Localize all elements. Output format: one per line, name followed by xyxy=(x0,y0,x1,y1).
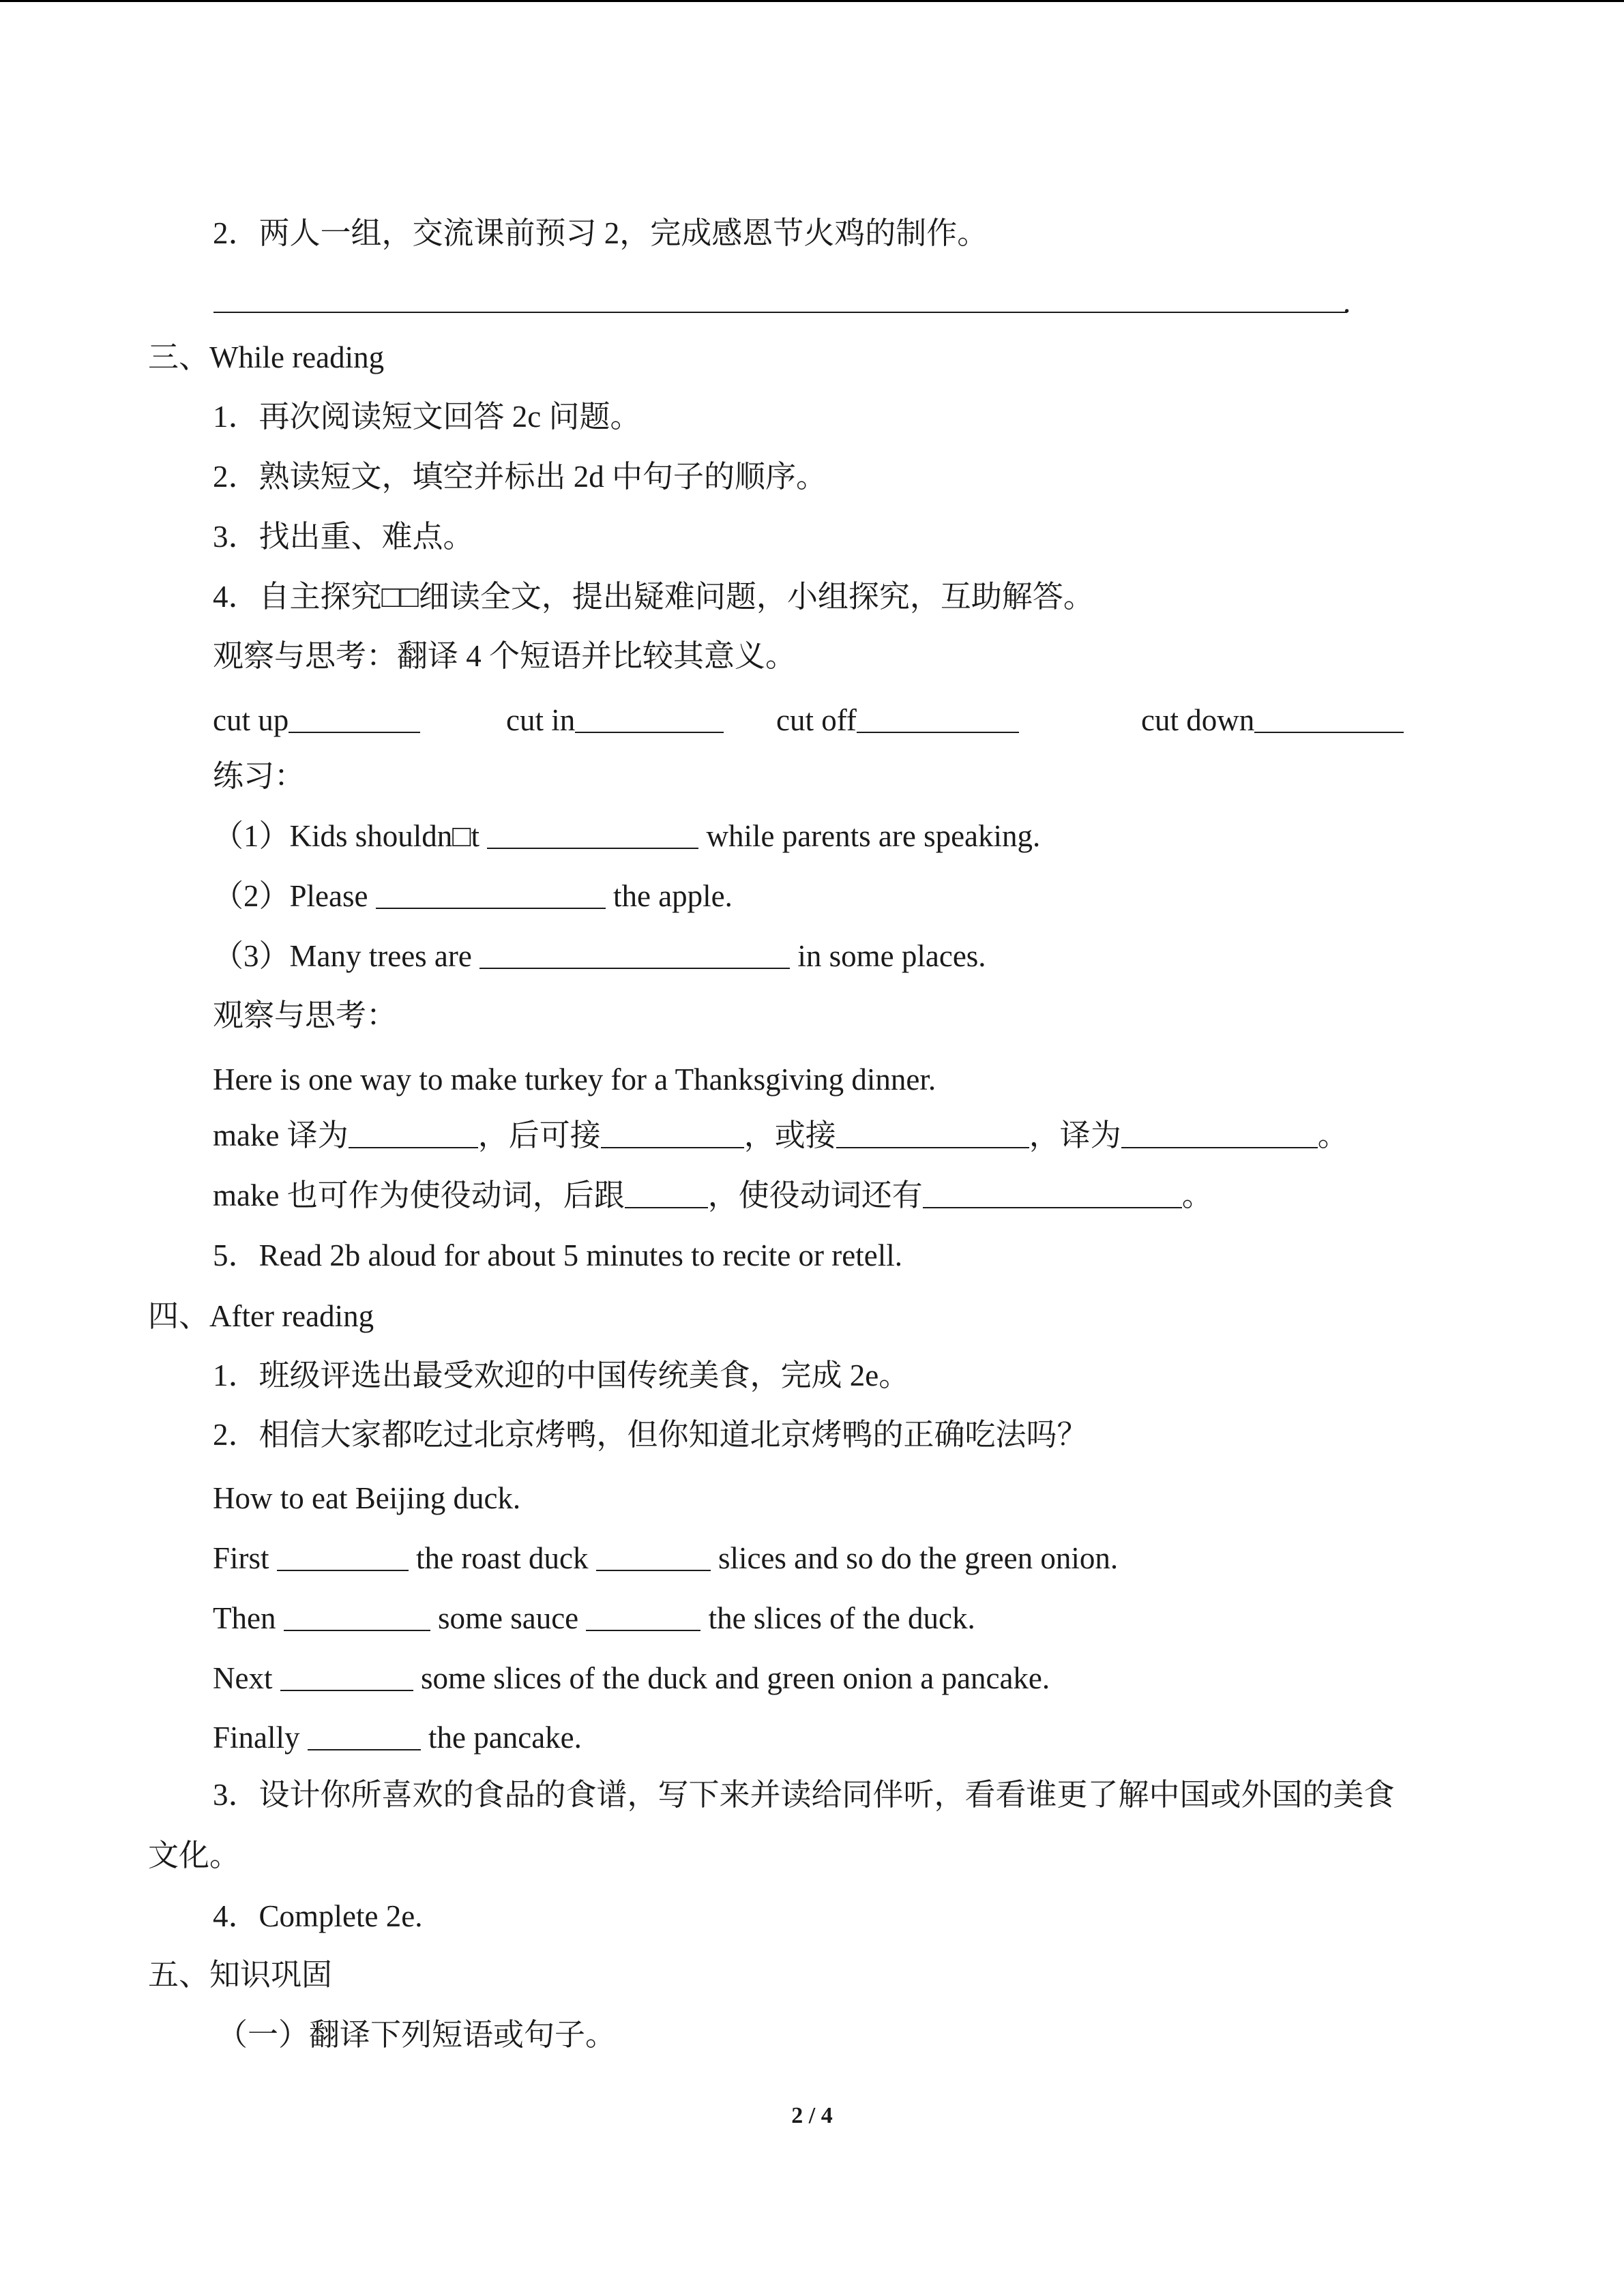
make-grammar-2: make 也可作为使役动词，后跟 ，使役动词还有 。 xyxy=(213,1178,1213,1212)
after-item-4: 4．Complete 2e. xyxy=(213,1899,423,1933)
blank-make-followed-by[interactable] xyxy=(601,1118,744,1148)
blank-next-verb[interactable] xyxy=(280,1661,413,1691)
blank-make-or-followed[interactable] xyxy=(836,1118,1029,1148)
phrase-cut-down: cut down xyxy=(1141,700,1404,741)
while-item-5: 5．Read 2b aloud for about 5 minutes to recite or retell. xyxy=(213,1238,902,1272)
phrase-cut-off: cut off xyxy=(776,700,1019,741)
blank-make-translated[interactable] xyxy=(1121,1118,1318,1148)
blank-cut-up[interactable] xyxy=(289,703,420,733)
practice-1: （1）Kids shouldn□t while parents are speaking. xyxy=(213,819,1041,853)
blank-cut-down[interactable] xyxy=(1254,703,1404,733)
blank-make-meaning[interactable] xyxy=(349,1118,478,1148)
while-item-2: 2．熟读短文，填空并标出 2d 中句子的顺序。 xyxy=(213,460,827,494)
after-item-3: 3．设计你所喜欢的食品的食谱，写下来并读给同伴听，看看谁更了解中国或外国的美食 xyxy=(213,1778,1395,1812)
blank-causative-verbs[interactable] xyxy=(923,1178,1182,1208)
while-item-4: 4．自主探究□□细读全文，提出疑难问题，小组探究，互助解答。 xyxy=(213,580,1094,614)
answer-line xyxy=(213,312,1347,313)
blank-finally-verb[interactable] xyxy=(308,1720,421,1750)
section-heading-while-reading: 三、While reading xyxy=(148,340,385,374)
blank-then-verb[interactable] xyxy=(284,1601,430,1631)
example-sentence: Here is one way to make turkey for a Thanksgiving dinner. xyxy=(213,1062,936,1097)
observe-think-1: 观察与思考：翻译 4 个短语并比较其意义。 xyxy=(213,639,797,673)
make-grammar-1: make 译为 ，后可接 ，或接 ，译为 。 xyxy=(213,1118,1348,1152)
blank-practice-1[interactable] xyxy=(487,819,698,849)
after-item-3-cont: 文化。 xyxy=(148,1838,241,1873)
duck-step-then: Then some sauce the slices of the duck. xyxy=(213,1601,975,1635)
while-item-1: 1．再次阅读短文回答 2c 问题。 xyxy=(213,400,641,434)
page-number: 2 / 4 xyxy=(791,2103,833,2128)
while-item-3: 3．找出重、难点。 xyxy=(213,520,474,554)
practice-3: （3）Many trees are in some places. xyxy=(213,939,986,973)
prep-item-2: 2．两人一组，交流课前预习 2，完成感恩节火鸡的制作。 xyxy=(213,216,988,250)
duck-title: How to eat Beijing duck. xyxy=(213,1481,521,1515)
phrase-cut-in: cut in xyxy=(506,700,724,741)
answer-line-period: . xyxy=(1343,285,1351,319)
blank-practice-3[interactable] xyxy=(479,939,790,969)
duck-step-finally: Finally the pancake. xyxy=(213,1720,582,1755)
phrase-cut-up: cut up xyxy=(213,700,420,741)
duck-step-first: First the roast duck slices and so do the green onion. xyxy=(213,1541,1119,1575)
section-heading-consolidation: 五、知识巩固 xyxy=(148,1958,333,1992)
blank-first-verb[interactable] xyxy=(277,1541,409,1571)
practice-label: 练习： xyxy=(213,759,306,793)
practice-2: （2）Please the apple. xyxy=(213,879,733,913)
after-item-2: 2．相信大家都吃过北京烤鸭，但你知道北京烤鸭的正确吃法吗？ xyxy=(213,1418,1088,1452)
blank-practice-2[interactable] xyxy=(376,879,606,909)
blank-cut-in[interactable] xyxy=(575,703,724,733)
top-border xyxy=(0,0,1624,2)
after-item-1: 1．班级评选出最受欢迎的中国传统美食，完成 2e。 xyxy=(213,1358,910,1392)
duck-step-next: Next some slices of the duck and green onion a pancake. xyxy=(213,1661,1050,1695)
blank-then-prep[interactable] xyxy=(586,1601,700,1631)
blank-first-prep[interactable] xyxy=(596,1541,711,1571)
blank-cut-off[interactable] xyxy=(857,703,1019,733)
observe-think-2: 观察与思考： xyxy=(213,998,398,1032)
section-heading-after-reading: 四、After reading xyxy=(148,1299,374,1333)
blank-causative-follow[interactable] xyxy=(625,1178,708,1208)
translate-instruction: （一）翻译下列短语或句子。 xyxy=(217,2018,617,2052)
